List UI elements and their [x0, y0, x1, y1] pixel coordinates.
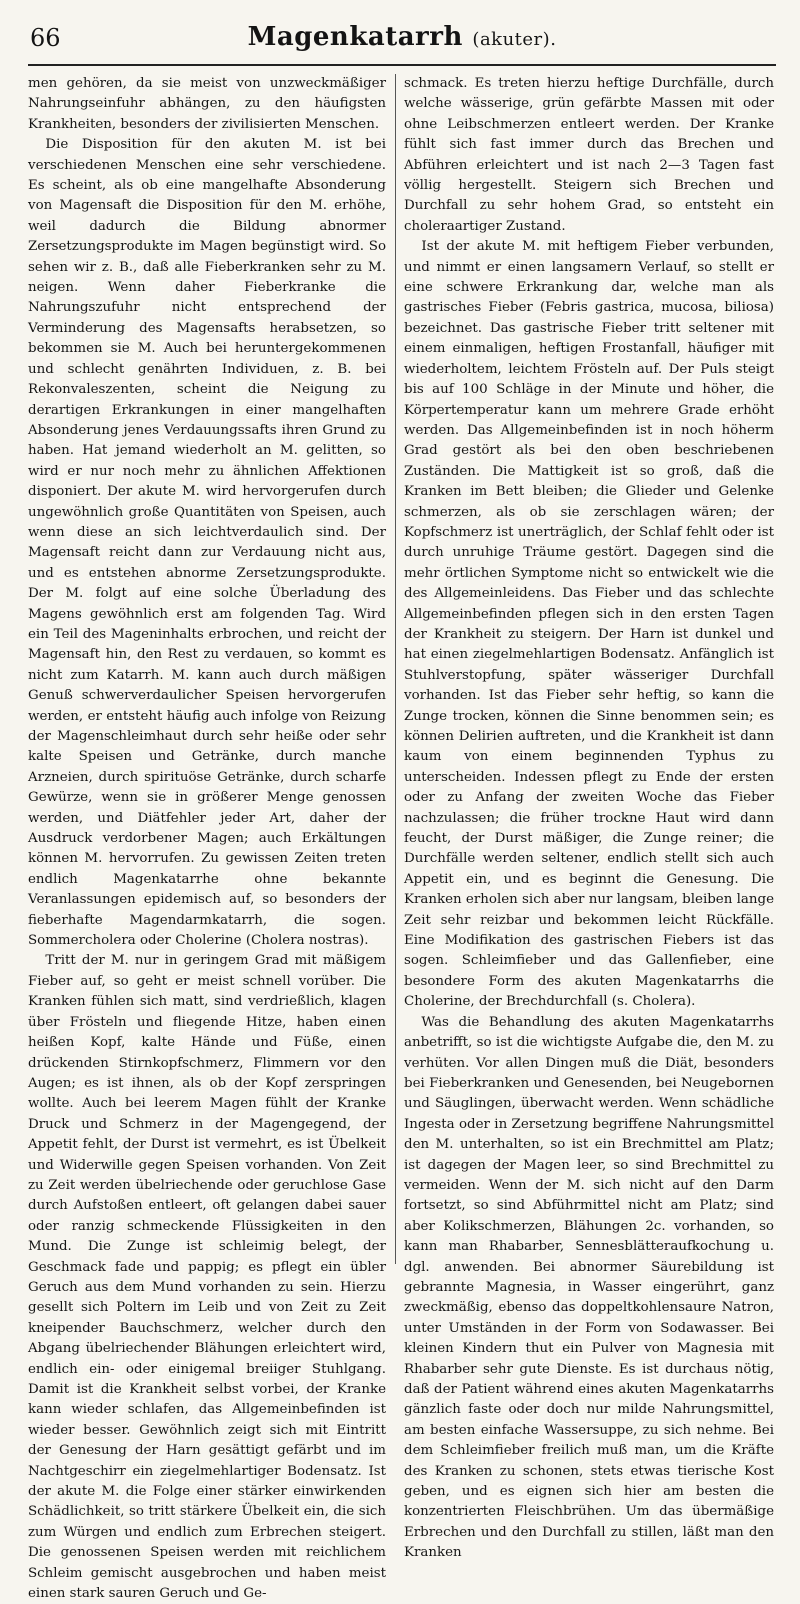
paragraph: Tritt der M. nur in geringem Grad mit mäßigem Fieber auf, so geht er meist schnell vorüber. Die Kranken fühlen sich matt, sind verdrießlich, klagen über Frösteln und fliegende Hitze, haben einen heißen Kopf, kalte Hände und Füße, einen drückenden Stirnkopfschmerz, Flimmern vor den Augen; es ist ihnen, als ob der Kopf zerspringen wollte. Auch bei leerem Magen fühlt der Kranke Druck und Schmerz in der Magengegend, der Appetit fehlt, der Durst ist vermehrt, es ist Übelkeit und Widerwille gegen Speisen vorhanden. Von Zeit zu Zeit werden übelriechende oder geruchlose Gase durch Aufstoßen entleert, oft gelangen dabei sauer oder ranzig schmeckende Flüssigkeiten in den Mund. Die Zunge ist schleimig belegt, der Geschmack fade und pappig; es pflegt ein übler Geruch aus dem Mund vorhanden zu sein. Hierzu gesellt sich Poltern im Leib und von Zeit zu Zeit kneipender Bauchschmerz, welcher durch den Abgang übelriechender Blähungen erleichtert wird, endlich ein- oder einigemal breiiger Stuhlgang. Damit ist die Krankheit selbst vorbei, der Kranke kann wieder schlafen, das Allgemeinbefinden ist wieder besser. Gewöhnlich zeigt sich mit Eintritt der Genesung der Harn gesättigt gefärbt und im Nachtgeschirr ein ziegelmehlartiger Bodensatz. Ist der akute M. die Folge einer stärker einwirkenden Schädlichkeit, so tritt stärkere Übelkeit ein, die sich zum Würgen und endlich zum Erbrechen steigert. Die genossenen Speisen werden mit reichlichem Schleim gemischt ausgebrochen und haben meist einen stark sauren Geruch und Ge- [28, 953, 386, 1602]
paragraph: men gehören, da sie meist von unzweckmäßiger Nahrungseinfuhr abhängen, zu den häufigsten Krankheiten, besonders der zivilisierten Menschen. [28, 76, 386, 132]
page-number: 66 [30, 24, 61, 52]
paragraph: schmack. Es treten hierzu heftige Durchfälle, durch welche wässerige, grün gefärbte Massen mit oder ohne Leibschmerzen entleert werden. Der Kranke fühlt sich fast immer durch das Brechen und Abführen erleichtert und ist nach 2—3 Tagen fast völlig hergestellt. Steigern sich Brechen und Durchfall zu sehr hohem Grad, so entsteht ein choleraartiger Zustand. [404, 76, 774, 234]
right-column [404, 74, 774, 1561]
page-header [28, 16, 776, 60]
column-divider [395, 74, 396, 1264]
header-rule [28, 64, 776, 66]
running-title-main: Magenkatarrh [247, 22, 463, 52]
running-title-subtitle: (akuter). [472, 29, 557, 50]
left-column [28, 74, 386, 1602]
paragraph: Die Disposition für den akuten M. ist bei verschiedenen Menschen eine sehr verschiedene. Es scheint, als ob eine mangelhafte Absonderung von Magensaft die Disposition für den M. erhöhe, weil dadurch die Bildung abnormer Zersetzungsprodukte im Magen begünstigt wird. So sehen wir z. B., daß alle Fieberkranken sehr zu M. neigen. Wenn daher Fieberkranke die Nahrungszufuhr nicht entsprechend der Verminderung des Magensafts herabsetzen, so bekommen sie M. Auch bei heruntergekommenen und schlecht genährten Individuen, z. B. bei Rekonvaleszenten, scheint die Neigung zu derartigen Erkrankungen in einer mangelhaften Absonderung jenes Verdauungssafts ihren Grund zu haben. Hat jemand wiederholt an M. gelitten, so wird er nur noch mehr zu ähnlichen Affektionen disponiert. Der akute M. wird hervorgerufen durch ungewöhnlich große Quantitäten von Speisen, auch wenn diese an sich leichtverdaulich sind. Der Magensaft reicht dann zur Verdauung nicht aus, und es entstehen abnorme Zersetzungsprodukte. Der M. folgt auf eine solche Überladung des Magens gewöhnlich erst am folgenden Tag. Wird ein Teil des Mageninhalts erbrochen, und reicht der Magensaft hin, den Rest zu verdauen, so kommt es nicht zum Katarrh. M. kann auch durch mäßigen Genuß schwerverdaulicher Speisen hervorgerufen werden, er entsteht häufig auch infolge von Reizung der Magenschleimhaut durch sehr heiße oder sehr kalte Speisen und Getränke, durch manche Arzneien, durch spirituöse Getränke, durch scharfe Gewürze, wenn sie in größerer Menge genossen werden, und Diätfehler jeder Art, daher der Ausdruck verdorbener Magen; auch Erkältungen können M. hervorrufen. Zu gewissen Zeiten treten endlich Magenkatarrhe ohne bekannte Veranlassungen epidemisch auf, so besonders der fieberhafte Magendarmkatarrh, die sogen. Sommercholera oder Cholerine (Cholera nostras). [28, 137, 386, 949]
paragraph: Was die Behandlung des akuten Magenkatarrhs anbetrifft, so ist die wichtigste Aufgabe die, den M. zu verhüten. Vor allen Dingen muß die Diät, besonders bei Fieberkranken und Genesenden, bei Neugebornen und Säuglingen, überwacht werden. Wenn schädliche Ingesta oder in Zersetzung begriffene Nahrungsmittel den M. unterhalten, so ist ein Brechmittel am Platz; ist dagegen der Magen leer, so sind Brechmittel zu vermeiden. Wenn der M. sich nicht auf den Darm fortsetzt, so sind Abführmittel nicht am Platz; sind aber Kolikschmerzen, Blähungen 2c. vorhanden, so kann man Rhabarber, Sennesblätteraufkochung u. dgl. anwenden. Bei abnormer Säurebildung ist gebrannte Magnesia, in Wasser eingerührt, ganz zweckmäßig, ebenso das doppeltkohlensaure Natron, unter Umständen in der Form von Sodawasser. Bei kleinen Kindern thut ein Pulver von Magnesia mit Rhabarber sehr gute Dienste. Es ist durchaus nötig, daß der Patient während eines akuten Magenkatarrhs gänzlich faste oder doch nur milde Nahrungsmittel, am besten einfache Wassersuppe, zu sich nehme. Bei dem Schleimfieber freilich muß man, um die Kräfte des Kranken zu schonen, stets etwas tierische Kost geben, und es eignen sich hier am besten die konzentrierten Fleischbrühen. Um das übermäßige Erbrechen und den Durchfall zu stillen, läßt man den Kranken [404, 1014, 774, 1561]
paragraph: Ist der akute M. mit heftigem Fieber verbunden, und nimmt er einen langsamern Verlauf, so stellt er eine schwere Erkrankung dar, welche man als gastrisches Fieber (Febris gastrica, mucosa, biliosa) bezeichnet. Das gastrische Fieber tritt seltener mit einem einmaligen, heftigen Frostanfall, häufiger mit wiederholtem, leichtem Frösteln auf. Der Puls steigt bis auf 100 Schläge in der Minute und höher, die Körpertemperatur kann um mehrere Grade erhöht werden. Das Allgemeinbefinden ist in noch höherm Grad gestört als bei den oben beschriebenen Zuständen. Die Mattigkeit ist so groß, daß die Kranken im Bett bleiben; die Glieder und Gelenke schmerzen, als ob sie zerschlagen wären; der Kopfschmerz ist unerträglich, der Schlaf fehlt oder ist durch unruhige Träume gestört. Dagegen sind die mehr örtlichen Symptome nicht so entwickelt wie die des Allgemeinleidens. Das Fieber und das schlechte Allgemeinbefinden pflegen sich in den ersten Tagen der Krankheit zu steigern. Der Harn ist dunkel und hat einen ziegelmehlartigen Bodensatz. Anfänglich ist Stuhlverstopfung, später wässeriger Durchfall vorhanden. Ist das Fieber sehr heftig, so kann die Zunge trocken, können die Sinne benommen sein; es können Delirien auftreten, und die Krankheit ist dann kaum von einem beginnenden Typhus zu unterscheiden. Indessen pflegt zu Ende der ersten oder zu Anfang der zweiten Woche das Fieber nachzulassen; die früher trockne Haut wird dann feucht, der Durst mäßiger, die Zunge reiner; die Durchfälle werden seltener, endlich stellt sich auch Appetit ein, und es beginnt die Genesung. Die Kranken erholen sich aber nur langsam, bleiben lange Zeit sehr reizbar und bekommen leicht Rückfälle. Eine Modifikation des gastrischen Fiebers ist das sogen. Schleimfieber und das Gallenfieber, eine besondere Form des akuten Magenkatarrhs die Cholerine, der Brechdurchfall (s. Cholera). [404, 239, 774, 1010]
running-title [28, 22, 776, 52]
